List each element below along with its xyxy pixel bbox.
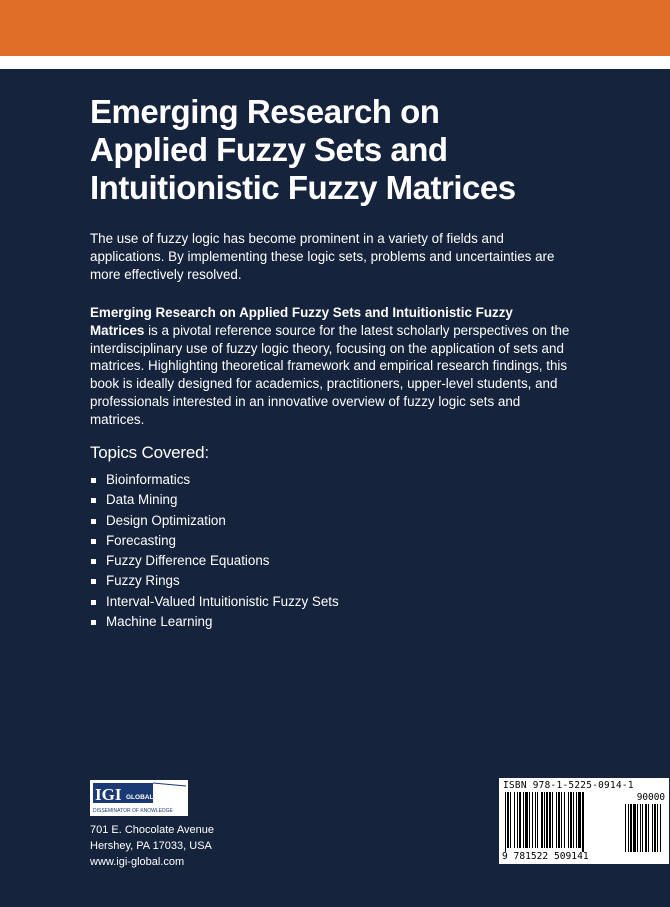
barcode-bar — [561, 792, 562, 848]
barcode-bar — [514, 792, 515, 848]
price-bar — [637, 804, 638, 852]
barcode-digits: 9 781522 509141 — [502, 851, 589, 862]
price-bar — [640, 804, 641, 852]
barcode-bar — [529, 792, 530, 848]
price-bar — [642, 804, 643, 852]
barcode-bar — [532, 792, 533, 848]
barcode-bar — [573, 792, 574, 848]
intro-paragraph: The use of fuzzy logic has become prominent in a variety of fields and applications. By implementing these logic sets, problems and uncertainties are more effectively resolved. — [90, 231, 555, 282]
barcode-bar — [525, 792, 528, 848]
barcode-bar — [523, 792, 524, 848]
logo-text: IGI — [95, 785, 122, 804]
topics-list — [90, 470, 339, 632]
barcode-bar — [546, 792, 548, 848]
topic-item: Fuzzy Difference Equations — [90, 551, 339, 571]
address-website: www.igi-global.com — [90, 856, 185, 868]
barcode-bar — [549, 792, 551, 848]
topic-item: Design Optimization — [90, 511, 339, 531]
price-bar — [657, 804, 658, 852]
address-line: 701 E. Chocolate Avenue — [90, 824, 214, 836]
price-bar — [652, 804, 653, 852]
barcode-bar — [535, 792, 536, 848]
barcode — [499, 778, 669, 864]
price-bar — [660, 804, 661, 852]
topic-item: Fuzzy Rings — [90, 571, 339, 591]
barcode-bar — [537, 792, 538, 848]
book-title — [90, 93, 630, 207]
publisher-address — [90, 822, 214, 870]
igi-global-logo — [90, 780, 188, 816]
topic-item: Machine Learning — [90, 612, 339, 632]
barcode-bar — [505, 792, 506, 852]
barcode-bar — [570, 792, 572, 848]
description-lead: Emerging Research on Applied Fuzzy Sets and Intuitionistic Fuzzy Matrices — [90, 305, 513, 338]
address-line: Hershey, PA 17033, USA — [90, 840, 212, 852]
barcode-bar — [507, 792, 509, 848]
barcode-bar — [582, 792, 584, 852]
logo-subtext: GLOBAL — [126, 794, 154, 801]
barcode-bar — [541, 792, 543, 848]
logo-tagline: DISSEMINATOR OF KNOWLEDGE — [93, 808, 173, 814]
price-bar — [633, 804, 636, 852]
isbn-text: ISBN 978-1-5225-0914-1 — [503, 780, 634, 791]
topic-item: Interval-Valued Intuitionistic Fuzzy Sets — [90, 592, 339, 612]
price-code: 90000 — [636, 792, 665, 803]
description-paragraph — [90, 304, 570, 429]
title-line: Intuitionistic Fuzzy Matrices — [90, 169, 516, 206]
barcode-bar — [517, 792, 518, 848]
price-bar — [628, 804, 629, 852]
title-line: Applied Fuzzy Sets and — [90, 131, 448, 168]
barcode-bar — [552, 792, 553, 848]
barcode-bar — [544, 792, 545, 848]
topic-item: Forecasting — [90, 531, 339, 551]
price-bar — [625, 804, 626, 852]
orange-top-band — [0, 0, 670, 56]
barcode-bar — [568, 792, 569, 848]
price-bar — [654, 804, 656, 852]
title-line: Emerging Research on — [90, 93, 440, 130]
barcode-bar — [510, 792, 511, 848]
price-bar — [630, 804, 632, 852]
price-bar — [648, 804, 649, 852]
topics-heading: Topics Covered: — [90, 443, 209, 462]
barcode-bar — [519, 792, 521, 848]
barcode-bar — [564, 792, 565, 848]
barcode-bar — [576, 792, 577, 848]
barcode-bar — [556, 792, 557, 848]
barcode-bar — [558, 792, 560, 848]
description-body: is a pivotal reference source for the latest scholarly perspectives on the interdisciplinary use of fuzzy logic theory, focusing on the application of sets and matrices. Highlighting theoretical framework and empirical research findings, this book is ideally designed for academics, practitioners, upper-level students, and professionals interested in an innovative overview of fuzzy logic sets and matrices. — [90, 322, 570, 427]
topic-item: Bioinformatics — [90, 470, 339, 490]
price-bar — [645, 804, 647, 852]
barcode-bar — [578, 792, 581, 848]
topic-item: Data Mining — [90, 490, 339, 510]
